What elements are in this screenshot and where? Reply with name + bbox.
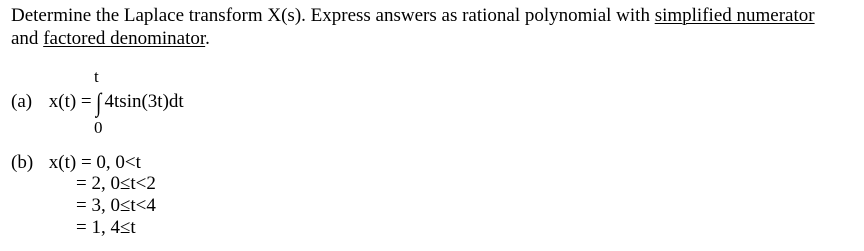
problem-statement-line-1 — [11, 5, 815, 27]
part-a-label: (a) — [11, 91, 33, 112]
problem-statement-period: . — [205, 28, 210, 49]
part-a-integrand: 4tsin(3t)dt — [104, 91, 184, 112]
part-b-case-2: = 2, 0≤t<2 — [76, 173, 156, 194]
simplified-numerator-underlined: simplified numerator — [654, 5, 815, 26]
problem-statement-line-2 — [11, 28, 210, 50]
part-b-row-1 — [11, 152, 141, 174]
integral-sign: ∫ — [96, 88, 102, 117]
problem-statement-text: Determine the Laplace transform X(s). Express answers as rational polynomial with — [11, 5, 655, 26]
part-b-label: (b) — [11, 152, 34, 173]
factored-denominator-underlined: factored denominator — [43, 28, 206, 49]
part-b-case-4: = 1, 4≤t — [76, 217, 136, 238]
part-a-lhs: x(t) = — [48, 91, 97, 112]
problem-statement-text-2: and — [11, 28, 44, 49]
part-b-case-1: = 0, 0<t — [80, 152, 141, 173]
part-b-case-3: = 3, 0≤t<4 — [76, 195, 156, 216]
part-b-lhs: x(t) — [48, 152, 77, 173]
part-a-integral-upper-limit: t — [94, 67, 99, 86]
part-a-equation — [11, 88, 184, 117]
part-a-integral-lower-limit: 0 — [94, 118, 103, 137]
